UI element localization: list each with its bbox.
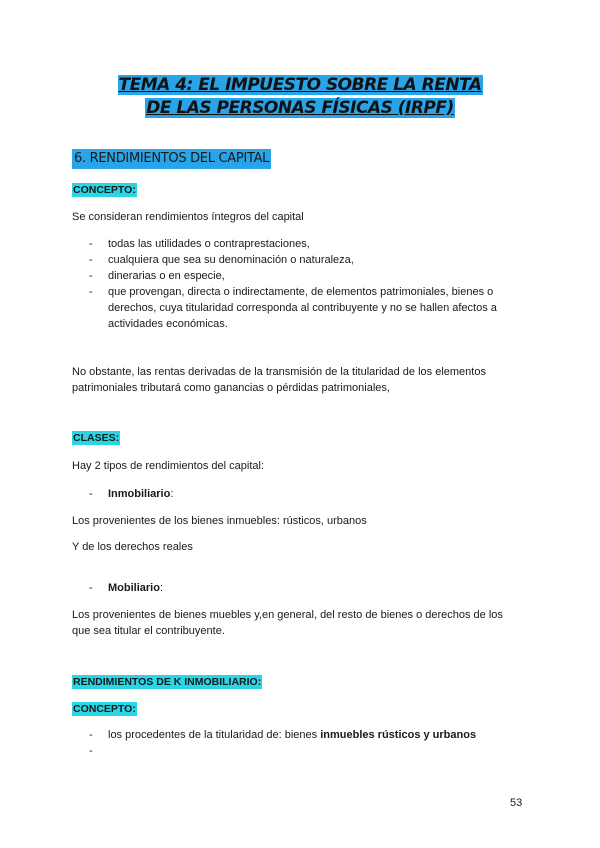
list-item-inmobiliario: - Inmobiliario: xyxy=(89,488,174,500)
inmobiliario-desc-2: Y de los derechos reales xyxy=(72,541,193,553)
list-item: - dinerarias o en especie, xyxy=(89,270,225,282)
document-title-line-1: TEMA 4: EL IMPUESTO SOBRE LA RENTA xyxy=(118,75,482,95)
list-item-mobiliario: - Mobiliario: xyxy=(89,582,164,594)
list-item: - todas las utilidades o contraprestaciones, xyxy=(89,238,310,250)
list-item-continuation: derechos, cuya titularidad corresponda al contribuyente y no se hallen afectos a xyxy=(108,302,497,314)
document-title-line-2: DE LAS PERSONAS FÍSICAS (IRPF) xyxy=(146,98,454,118)
list-item: - cualquiera que sea su denominación o naturaleza, xyxy=(89,254,354,266)
clases-intro: Hay 2 tipos de rendimientos del capital: xyxy=(72,460,264,472)
concepto-label: CONCEPTO: xyxy=(73,184,136,196)
list-item: - los procedentes de la titularidad de: bienes inmuebles rústicos y urbanos xyxy=(89,729,477,741)
mobiliario-desc-2: que sea titular el contribuyente. xyxy=(72,625,225,637)
note-paragraph-line-1: No obstante, las rentas derivadas de la transmisión de la titularidad de los elementos xyxy=(72,366,486,378)
list-item-continuation: actividades económicas. xyxy=(108,318,228,330)
list-item: - que provengan, directa o indirectamente, de elementos patrimoniales, bienes o xyxy=(89,286,494,298)
note-paragraph-line-2: patrimoniales tributará como ganancias o pérdidas patrimoniales, xyxy=(72,382,390,394)
page-number: 53 xyxy=(510,797,523,809)
mobiliario-desc-1: Los provenientes de bienes muebles y,en general, del resto de bienes o derechos de los xyxy=(72,609,503,621)
list-item-empty: - xyxy=(89,745,93,757)
section-heading: 6. RENDIMIENTOS DEL CAPITAL xyxy=(72,149,271,169)
inmobiliario-desc-1: Los provenientes de los bienes inmuebles: rústicos, urbanos xyxy=(72,515,367,527)
rend-inmob-concepto-label: CONCEPTO: xyxy=(73,703,136,715)
concepto-intro: Se consideran rendimientos íntegros del capital xyxy=(72,211,304,223)
rend-inmob-label: RENDIMIENTOS DE K INMOBILIARIO: xyxy=(73,676,262,688)
clases-label: CLASES: xyxy=(73,432,120,444)
